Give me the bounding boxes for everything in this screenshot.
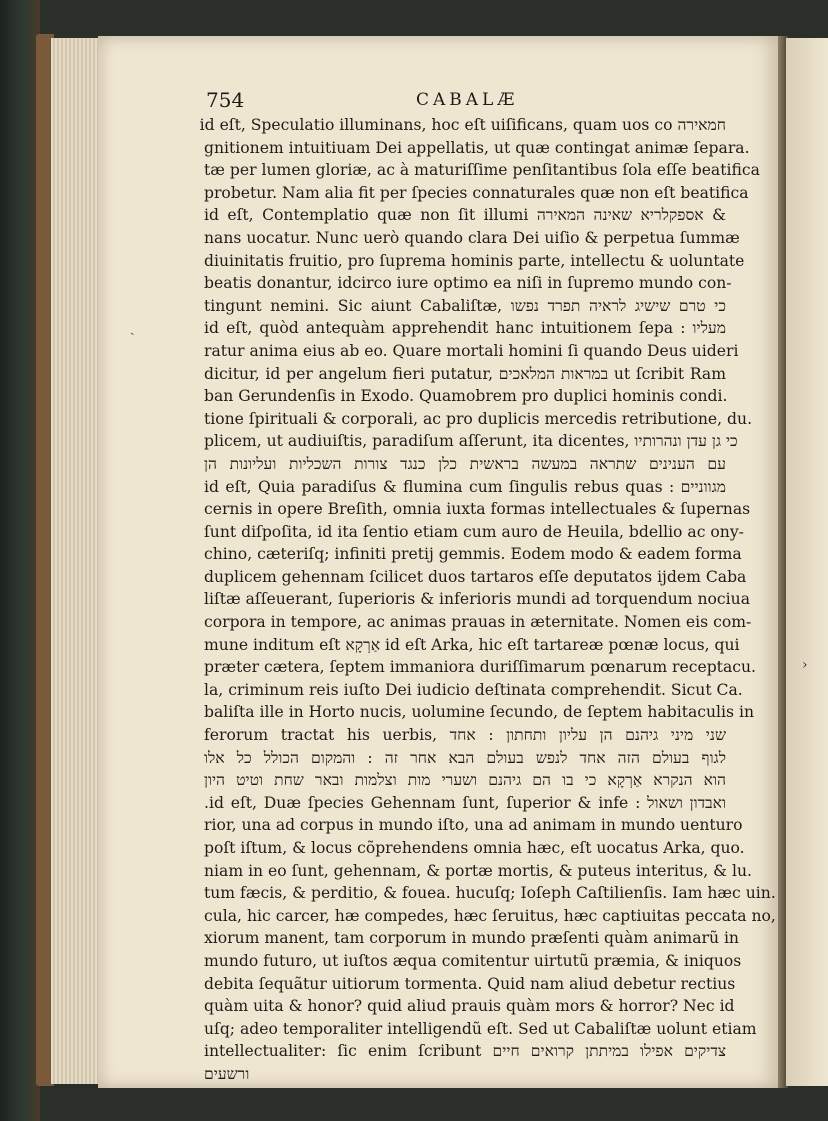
text-line: duplicem gehennam ſcilicet duos tartaros eſſe deputatos ijdem Caba xyxy=(204,567,747,586)
text-line: mune inditum eſt אַרְקָא id eſt Arka, hic eſt tartareæ pœnæ locus, qui xyxy=(204,635,740,654)
text-line: mundo futuro, ut iuſtos æqua comitentur uirtutũ præmia, & iniquos xyxy=(204,951,742,970)
text-line: ratur anima eius ab eo. Quare mortali homini ſi quando Deus uideri xyxy=(204,341,739,360)
text-line: diuinitatis fruitio, pro ſuprema hominis parte, intellectu & uoluntate xyxy=(204,251,745,270)
text-line: tingunt nemini. Sic aiunt Cabaliſtæ, כי טרם שישיג לראיה תפרד נפשו xyxy=(204,296,726,315)
text-line: liſtæ aſſeuerant, ſuperioris & inferioris mundi ad torquendum nociua xyxy=(204,590,750,609)
margin-mark: ˏ xyxy=(130,320,135,336)
page-header xyxy=(206,88,726,116)
text-line: chino, cæteriſq; infiniti pretij gemmis. Eodem modo & eadem forma xyxy=(204,545,742,564)
text-line: rior, una ad corpus in mundo iſto, una ad animam in mundo uenturo xyxy=(204,816,743,835)
text-line: uſq; adeo temporaliter intelligendũ eſt. Sed ut Cabaliſtæ uolunt etiam xyxy=(204,1019,757,1038)
text-line: & אספקלריא שאינה המאירה id eſt, Contemplatio quæ non ſit illumi xyxy=(204,206,726,225)
text-line: dicitur, id per angelum fieri putatur, במראות המלאכים ut ſcribit Ram xyxy=(204,364,727,383)
text-line: ban Gerundenſis in Exodo. Quamobrem pro duplici hominis condi. xyxy=(204,387,728,406)
right-page-edge xyxy=(786,38,828,1086)
text-line: cernis in opere Breſith, omnia iuxta formas intellectuales & ſupernas xyxy=(204,500,751,519)
text-line: חמאירה id eſt, Speculatio illuminans, hoc eſt uiſificans, quam uos co xyxy=(199,116,726,134)
text-line: corpora in tempore, ac animas prauas in æternitate. Nomen eis com- xyxy=(204,613,752,632)
text-line: la, criminum reis iuſto Dei iudicio deſtinata comprehendit. Sicut Ca. xyxy=(204,680,743,699)
text-line: עם הענינים שתראה במעשה בראשית כלן כנגד צורות השכליות ועליונות הן xyxy=(204,454,726,473)
text-line: הוא הנקרא אַרְקָא כי בו הם גיהנם ושערי מות וצלמות ובאר שחת וטיט היון xyxy=(204,771,726,790)
text-line: ואבדון ושאול : id eſt, Duæ ſpecies Gehennam ſunt, ſuperior & infe. xyxy=(204,793,726,812)
text-line: niam in eo ſunt, gehennam, & portæ mortis, & puteus interitus, & lu. xyxy=(204,861,752,880)
text-line: præter cætera, ſeptem immaniora duriſſimarum pœnarum receptacu. xyxy=(204,658,756,677)
text-line: intellectualiter: ſic enim ſcribunt צדיקים אפילו במיתתן קרואים חיים xyxy=(204,1042,726,1061)
text-line: cula, hic carcer, hæ compedes, hæc ſeruitus, hæc captiuitas peccata no, xyxy=(204,906,776,925)
text-line: debita ſequãtur uitiorum tormenta. Quid nam aliud debetur rectius xyxy=(204,974,736,993)
text-line: gnitionem intuitiuam Dei appellatis, ut quæ contingat animæ ſepara. xyxy=(204,138,750,157)
text-line: ורשעים xyxy=(204,1064,250,1083)
text-line: tæ per lumen gloriæ, ac à maturiſſime penſitantibus ſola eſſe beatifica xyxy=(204,161,760,180)
text-line: tum fæcis, & perditio, & fouea. hucuſq; Ioſeph Caſtilienſis. Iam hæc uin. xyxy=(204,884,776,903)
right-page-mark: › xyxy=(802,657,808,673)
text-line: xiorum manent, tam corporum in mundo præſenti quàm animarũ in xyxy=(204,929,739,948)
text-line: quàm uita & honor? quid aliud prauis quàm mors & horror? Nec id xyxy=(204,997,735,1016)
text-line: beatis donantur, idcirco iure optimo ea niſi in ſupremo mundo con- xyxy=(204,274,732,293)
text-line: plicem, ut audiuiſtis, paradiſum aſſerunt, ita dicentes, כי גן עדן ונהרותיו xyxy=(204,432,738,451)
text-line: poſt iſtum, & locus cõprehendens omnia hæc, eſt uocatus Arka, quo. xyxy=(204,839,745,857)
text-line: nans uocatur. Nunc uerò quando clara Dei uiſio & perpetua ſummæ xyxy=(204,228,740,247)
text-line: לגוף בעולם הזה אחד לנפש בעולם הבא אחר זה : והמקום הכולל כל אלו xyxy=(204,748,726,767)
text-line: מגווניים : id eſt, Quia paradiſus & flumina cum ſingulis rebus quas xyxy=(204,477,726,496)
text-line: baliſta ille in Horto nucis, uolumine ſecundo, de ſeptem habitaculis in xyxy=(204,703,755,722)
page-number: 754 xyxy=(206,88,245,112)
text-line: probetur. Nam alia fit per ſpecies connaturales quæ non eſt beatifica xyxy=(204,183,749,202)
text-line: מעליו : id eſt, quòd antequàm apprehendit hanc intuitionem ſepa xyxy=(204,319,726,338)
text-line: ſunt diſpoſita, id ita ſentio etiam cum auro de Heuila, bdellio ac ony- xyxy=(204,522,744,541)
text-line: ferorum tractat his uerbis, שני מיני גיהנם הן עליון ותחתון : אחד xyxy=(204,726,726,745)
text-line: tione ſpirituali & corporali, ac pro duplicis mercedis retributione, du. xyxy=(204,409,753,428)
text-block xyxy=(199,114,776,1086)
page-edges xyxy=(50,38,101,1084)
running-title: CABALÆ xyxy=(416,90,519,110)
book-cover xyxy=(0,0,40,1121)
